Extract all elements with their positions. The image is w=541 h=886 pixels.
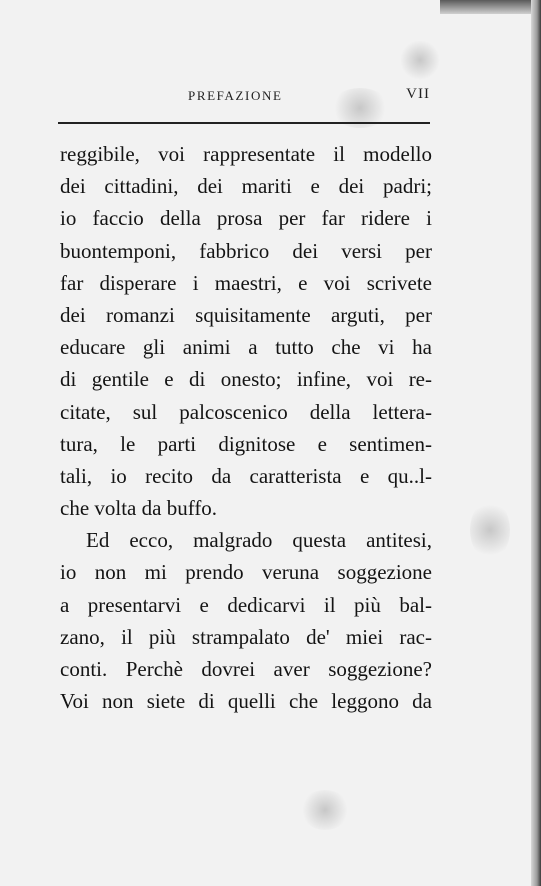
text-line: dei romanzi squisitamente arguti, per: [60, 302, 432, 327]
text-line: buontemponi, fabbrico dei versi per: [60, 238, 432, 263]
page-edge-shadow-top: [440, 0, 541, 14]
paper-stain: [300, 790, 350, 830]
text-line: educare gli animi a tutto che vi ha: [60, 335, 432, 360]
page-number: VII: [406, 86, 430, 102]
paper-stain: [400, 40, 440, 80]
text-line: reggibile, voi rappresentate il modello: [60, 142, 432, 166]
text-line: citate, sul palcoscenico della lettera-: [60, 399, 432, 424]
text-line: io non mi prendo veruna soggezione: [60, 560, 432, 585]
text-line: conti. Perchè dovrei aver soggezione?: [60, 657, 432, 681]
paper-stain: [470, 500, 510, 560]
text-line: Voi non siete di quelli che leggono da: [60, 689, 432, 714]
text-line: dei cittadini, dei mariti e dei padri;: [60, 174, 432, 199]
text-line: a presentarvi e dedicarvi il più bal-: [60, 592, 432, 617]
text-line: che volta da buffo.: [60, 496, 218, 521]
page-edge-shadow-right: [531, 0, 541, 886]
text-line: di gentile e di onesto; infine, voi re-: [60, 367, 432, 392]
page-header: [58, 88, 430, 112]
text-line: far disperare i maestri, e voi scrivete: [60, 270, 432, 295]
text-line: io faccio della prosa per far ridere i: [60, 206, 432, 231]
body-text: [60, 138, 432, 717]
text-line: tali, io recito da caratterista e qu..l-: [60, 463, 432, 488]
header-rule: [58, 122, 430, 124]
text-line: Ed ecco, malgrado questa antitesi,: [86, 528, 432, 553]
running-head: PREFAZIONE: [188, 88, 283, 103]
text-line: tura, le parti dignitose e sentimen-: [60, 431, 432, 456]
text-line: zano, il più strampalato de' miei rac-: [60, 624, 432, 649]
